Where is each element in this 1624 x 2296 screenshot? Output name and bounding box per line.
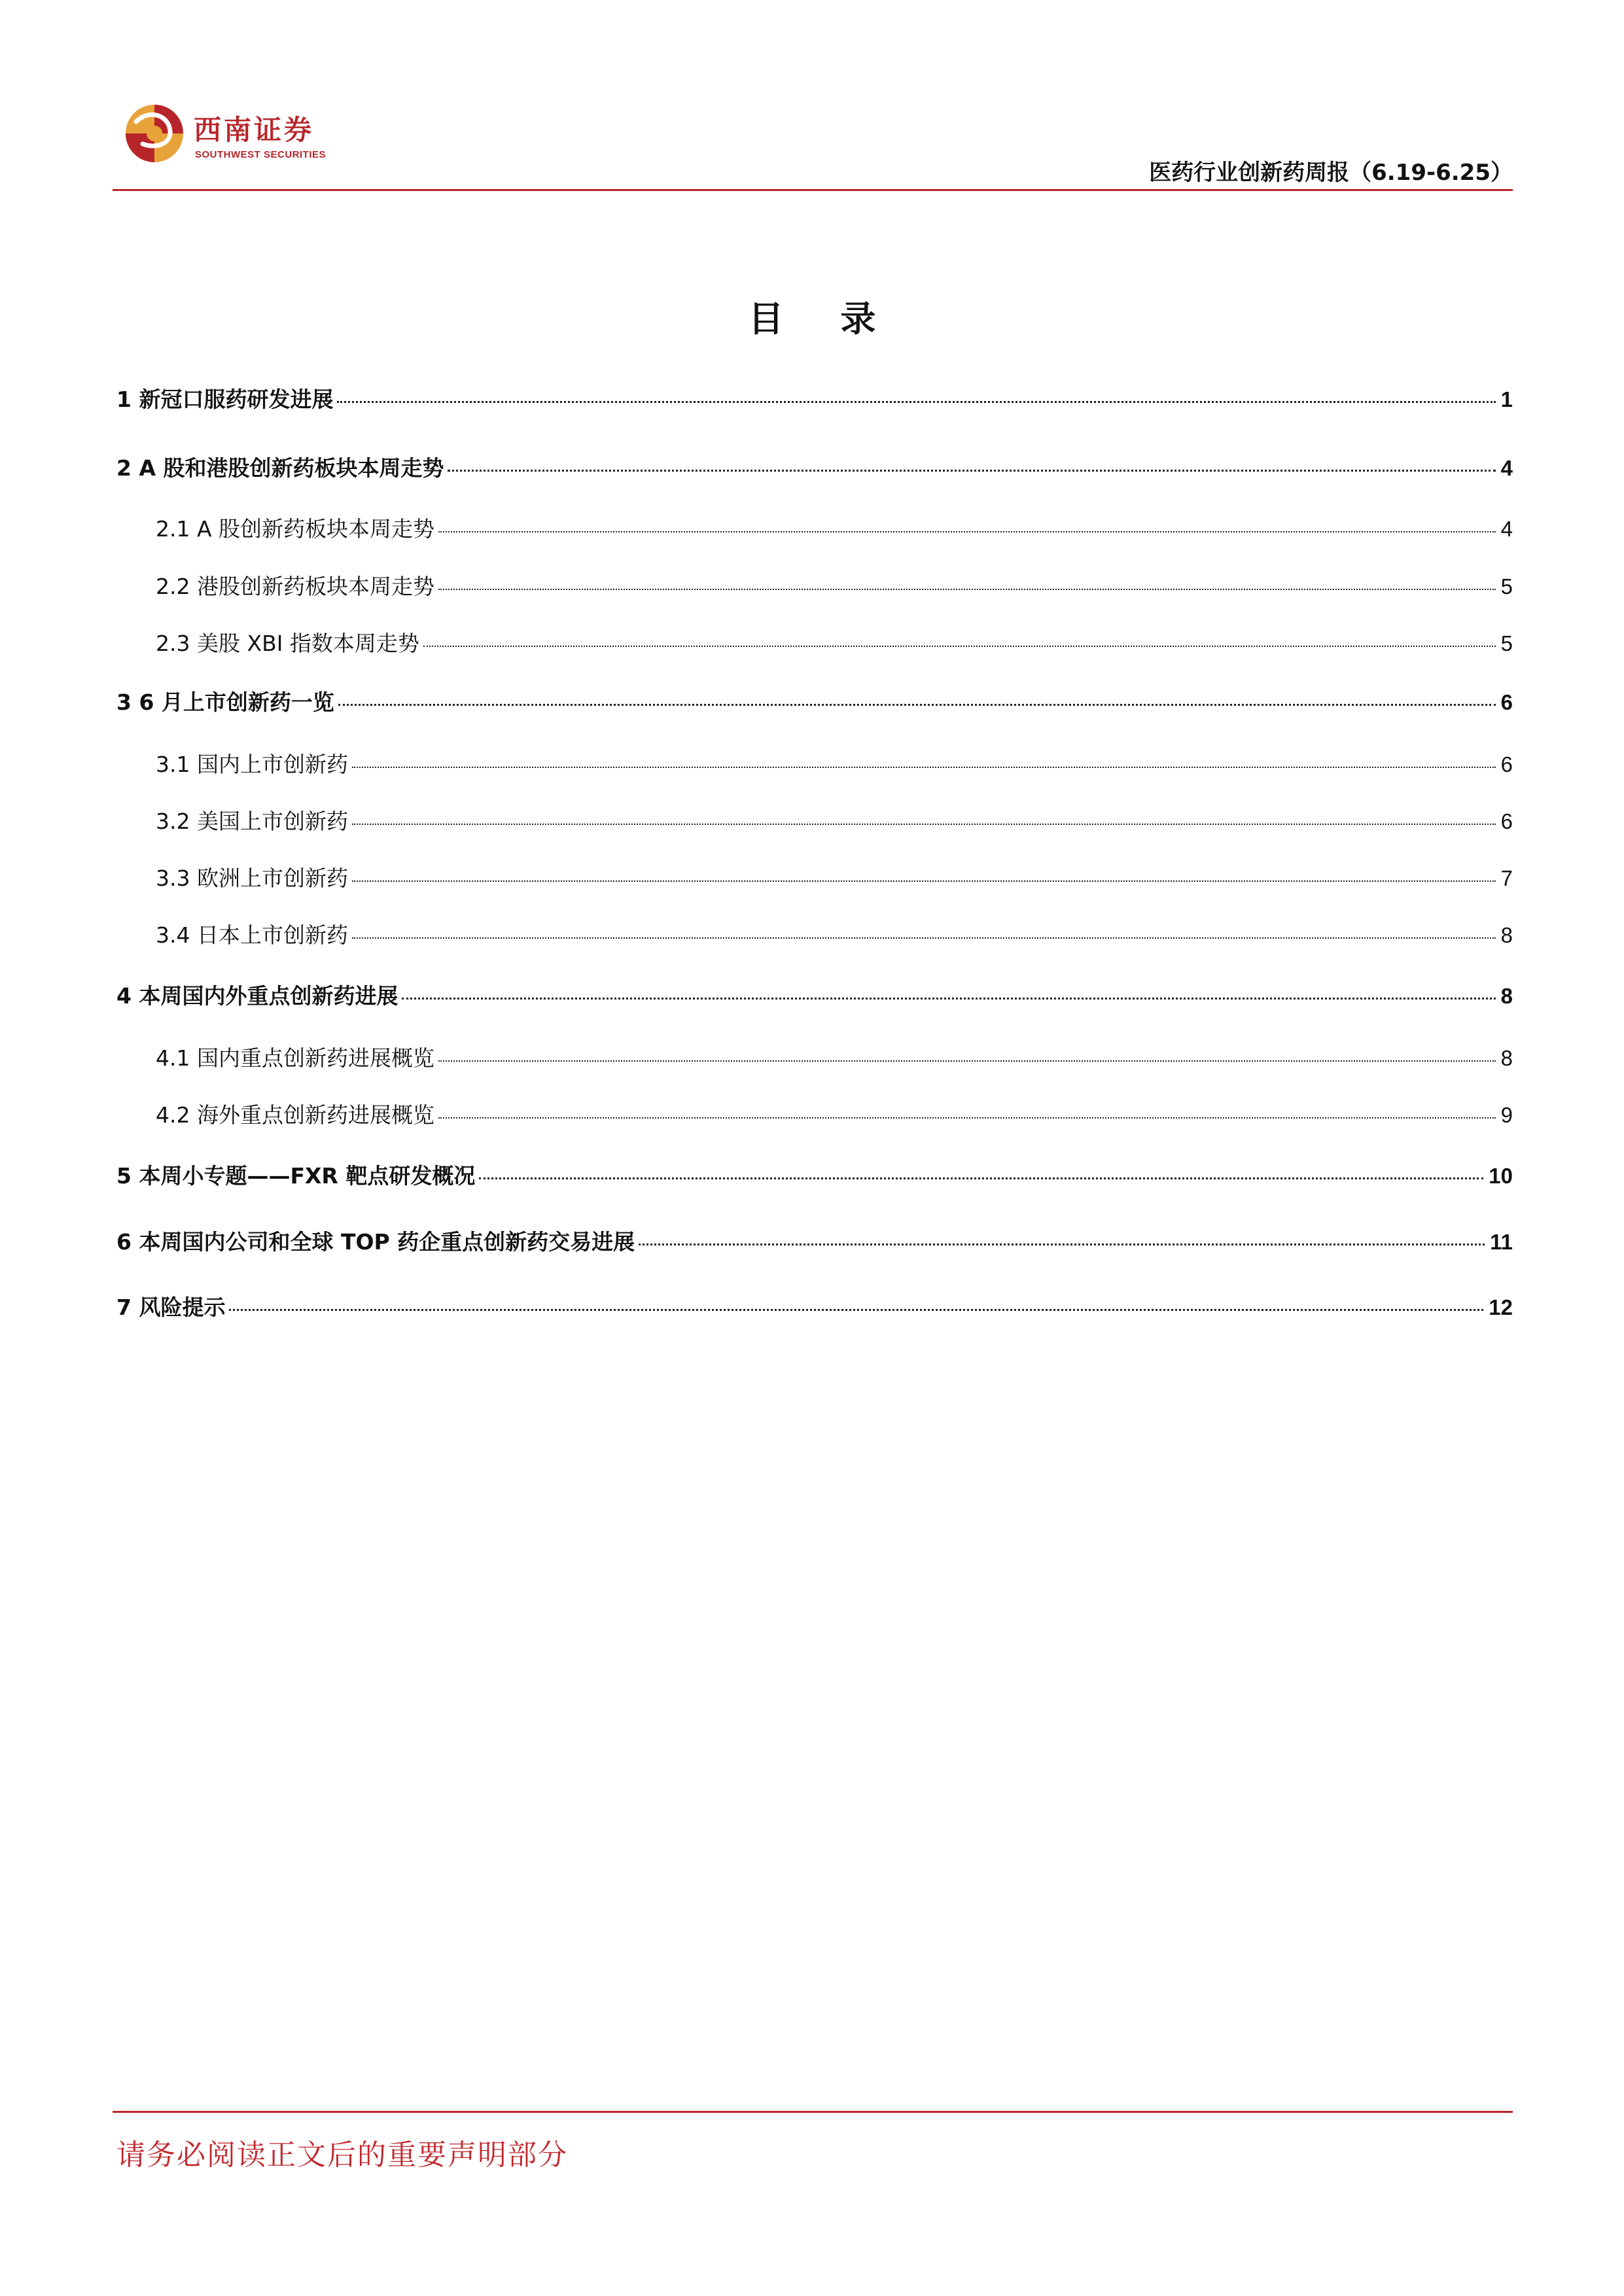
- toc-leader-dots: [229, 1309, 1483, 1311]
- toc-leader-dots: [352, 880, 1496, 882]
- toc-entry[interactable]: [116, 451, 1513, 482]
- header-divider: [113, 189, 1513, 191]
- toc-entry-page: 7: [1500, 866, 1513, 890]
- toc-leader-dots: [338, 704, 1496, 706]
- toc-leader-dots: [423, 646, 1496, 647]
- toc-entry-label: 5 本周小专题——FXR 靶点研发概况: [116, 1163, 476, 1189]
- toc-leader-dots: [352, 937, 1496, 939]
- toc-entry-label: 2.1 A 股创新药板块本周走势: [156, 516, 435, 542]
- toc-entry-label: 7 风险提示: [116, 1295, 226, 1320]
- toc-entry-page: 6: [1500, 690, 1513, 714]
- toc-entry-label: 3.4 日本上市创新药: [156, 922, 348, 948]
- toc-entry-label: 2 A 股和港股创新药板块本周走势: [116, 455, 444, 481]
- logo-text-en: SOUTHWEST SECURITIES: [195, 149, 327, 160]
- toc-entry[interactable]: [116, 918, 1513, 949]
- toc-entry-page: 10: [1489, 1164, 1513, 1188]
- toc-entry-page: 8: [1500, 923, 1513, 947]
- toc-entry[interactable]: [116, 1225, 1513, 1256]
- toc-entry-label: 3.2 美国上市创新药: [156, 809, 348, 834]
- toc-entry[interactable]: [116, 570, 1513, 600]
- toc-entry[interactable]: [116, 1098, 1513, 1129]
- toc-entry[interactable]: [116, 861, 1513, 892]
- toc-heading: 目 录: [748, 298, 898, 339]
- toc-entry[interactable]: [116, 748, 1513, 778]
- toc-entry[interactable]: [116, 805, 1513, 835]
- toc-leader-dots: [438, 531, 1496, 532]
- toc-leader-dots: [402, 998, 1495, 1000]
- toc-entry-label: 4.2 海外重点创新药进展概览: [156, 1102, 434, 1128]
- logo-text-cn: 西南证券: [194, 114, 315, 146]
- toc-entry-page: 6: [1500, 809, 1513, 833]
- toc-leader-dots: [438, 1060, 1496, 1062]
- toc-leader-dots: [337, 401, 1495, 403]
- disclaimer-note: 请务必阅读正文后的重要声明部分: [116, 2138, 568, 2172]
- toc-leader-dots: [448, 470, 1495, 472]
- toc-leader-dots: [352, 824, 1496, 825]
- report-title: 医药行业创新药周报（6.19-6.25）: [1149, 160, 1513, 186]
- toc-entry[interactable]: [116, 979, 1513, 1010]
- toc-entry-page: 12: [1489, 1295, 1513, 1319]
- toc-entry-page: 6: [1500, 752, 1513, 776]
- toc-leader-dots: [438, 589, 1496, 590]
- toc-entry-page: 4: [1500, 517, 1513, 541]
- toc-entry-page: 5: [1500, 631, 1513, 655]
- toc-entry[interactable]: [116, 1291, 1513, 1321]
- toc-entry-label: 6 本周国内公司和全球 TOP 药企重点创新药交易进展: [116, 1229, 635, 1255]
- toc-entry-label: 1 新冠口服药研发进展: [116, 387, 334, 412]
- toc-leader-dots: [352, 767, 1496, 768]
- toc-entry-label: 4.1 国内重点创新药进展概览: [156, 1045, 434, 1071]
- footer-divider: [113, 2111, 1513, 2113]
- toc-entry-label: 4 本周国内外重点创新药进展: [116, 983, 398, 1009]
- toc-entry-label: 3 6 月上市创新药一览: [116, 689, 334, 715]
- logo-emblem-icon: [123, 102, 186, 165]
- toc-entry-label: 3.3 欧洲上市创新药: [156, 865, 348, 891]
- toc-entry[interactable]: [116, 1041, 1513, 1072]
- toc-entry-label: 3.1 国内上市创新药: [156, 752, 348, 777]
- toc-entry[interactable]: [116, 383, 1513, 413]
- toc-entry-page: 8: [1500, 984, 1513, 1008]
- toc-leader-dots: [438, 1117, 1496, 1119]
- toc-entry-page: 5: [1500, 574, 1513, 599]
- toc-entry-page: 8: [1500, 1046, 1513, 1070]
- toc-entry-label: 2.3 美股 XBI 指数本周走势: [156, 631, 419, 656]
- toc-entry[interactable]: [116, 512, 1513, 543]
- toc-leader-dots: [639, 1244, 1485, 1245]
- toc-entry-page: 1: [1500, 387, 1513, 411]
- toc-entry-page: 4: [1500, 456, 1513, 480]
- toc-entry-label: 2.2 港股创新药板块本周走势: [156, 574, 434, 599]
- toc-entry[interactable]: [116, 1159, 1513, 1190]
- toc-leader-dots: [479, 1177, 1483, 1179]
- toc-entry-page: 9: [1500, 1103, 1513, 1127]
- toc-entry[interactable]: [116, 627, 1513, 657]
- toc-entry-page: 11: [1490, 1230, 1513, 1254]
- toc-entry[interactable]: [116, 686, 1513, 716]
- company-logo: [123, 102, 332, 165]
